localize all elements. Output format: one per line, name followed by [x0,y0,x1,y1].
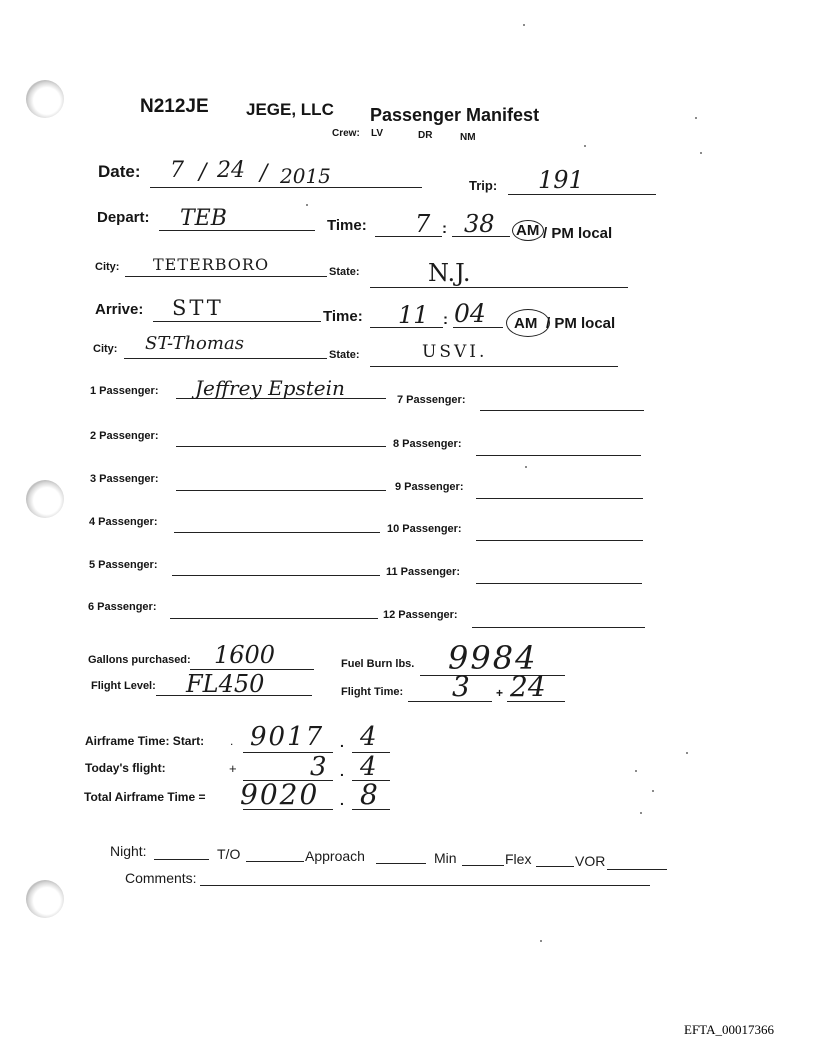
passenger-label: 11 Passenger: [386,566,460,578]
depart-city-label: City: [95,261,120,273]
flight-time-label: Flight Time: [341,686,404,698]
punch-hole-bottom [26,880,64,918]
passenger-field-line [476,498,643,499]
arrive-airport: STT [172,296,224,320]
tail-number: N212JE [140,96,209,117]
form-title: Passenger Manifest [370,105,540,125]
arrive-time-separator: : [443,311,448,328]
date-label: Date: [98,162,141,181]
flight-time-hours: 3 [452,670,470,703]
depart-am: AM [516,222,540,239]
passenger-label: 8 Passenger: [393,438,462,450]
scan-speck [306,204,308,206]
depart-time-label: Time: [327,217,367,234]
todays-flight-plus: + [229,761,237,776]
date-day: 24 [217,158,245,183]
depart-hour-line [375,236,442,237]
gallons-purchased: 1600 [214,641,276,669]
scan-speck [686,752,688,754]
passenger-field-line [172,575,380,576]
passenger-field-line [480,410,644,411]
night-line [154,859,209,860]
airframe-start: 9017 [250,722,325,752]
arrive-city-label: City: [93,343,118,355]
document-id: EFTA_00017366 [684,1022,774,1037]
depart-state-line [370,287,628,288]
to-line [246,861,304,862]
arrive-am: AM [514,315,538,332]
arrive-time-label: Time: [323,308,363,325]
airframe-start-decimal: 4 [360,722,377,752]
todays-flight: 3 [310,752,327,782]
total-airframe-label: Total Airframe Time = [84,790,206,804]
arrive-state: USVI. [422,342,488,362]
arrive-pm-local: / PM local [546,315,616,332]
punch-hole-middle [26,480,64,518]
passenger-label: 1 Passenger: [90,385,159,397]
depart-state: N.J. [428,259,471,287]
passenger-label: 7 Passenger: [397,394,466,406]
passenger-field-line [176,490,386,491]
min-line [462,865,504,866]
scan-speck [584,145,586,147]
depart-pm-local: / PM local [543,225,613,242]
flex-line [536,866,574,867]
date-month: 7 [170,158,184,183]
crew-member: NM [460,132,476,143]
depart-label: Depart: [97,209,150,226]
scan-speck [540,940,542,942]
arrive-hour: 11 [398,301,429,329]
comments-label: Comments: [125,870,197,886]
depart-city-line [125,276,327,277]
crew-label: Crew: [332,128,360,139]
date-separator: / [199,160,207,185]
date-year: 2015 [280,164,331,188]
trip-field-line [508,194,656,195]
arrive-city-line [124,358,327,359]
scan-speck [700,152,702,154]
arrive-state-line [370,366,618,367]
airframe-start-point: . [340,734,344,750]
passenger-field-line [170,618,378,619]
approach-label: Approach [305,848,365,864]
flight-time-hours-line [408,701,492,702]
airframe-start-label: Airframe Time: Start: [85,734,205,748]
scan-speck [525,466,527,468]
arrive-field-line [153,321,321,322]
vor-label: VOR [575,853,606,869]
depart-hour: 7 [415,210,431,238]
min-label: Min [434,850,457,866]
company-name: JEGE, LLC [246,100,334,119]
passenger-field-line [476,540,643,541]
flight-level-label: Flight Level: [91,680,156,692]
passenger-label: 5 Passenger: [89,559,158,571]
passenger-label: 9 Passenger: [395,481,464,493]
arrive-city: ST-Thomas [145,333,244,354]
depart-city: TETERBORO [153,255,270,274]
flight-time-plus: + [496,686,504,700]
passenger-label: 12 Passenger: [383,609,458,621]
trip-number: 191 [538,166,584,194]
todays-flight-decimal: 4 [360,752,377,782]
scan-speck [640,812,642,814]
depart-time-separator: : [442,220,447,237]
passenger-label: 3 Passenger: [90,473,159,485]
passenger-name: Jeffrey Epstein [195,376,345,400]
trip-label: Trip: [469,178,498,193]
scan-speck [523,24,525,26]
punch-hole-top [26,80,64,118]
total-airframe-point: . [340,792,344,808]
total-airframe: 9020 [240,778,320,811]
passenger-field-line [472,627,645,628]
scan-speck [695,117,697,119]
passenger-label: 2 Passenger: [90,430,159,442]
scan-speck [635,770,637,772]
depart-airport: TEB [180,206,227,231]
depart-state-label: State: [329,266,360,278]
flight-time-minutes: 24 [510,670,546,703]
airframe-start-dot: . [230,734,234,748]
passenger-label: 4 Passenger: [89,516,158,528]
passenger-label: 10 Passenger: [387,523,462,535]
todays-flight-label: Today's flight: [85,761,166,775]
flight-level: FL450 [186,670,265,698]
passenger-field-line [174,532,380,533]
comments-line [200,885,650,886]
depart-minute: 38 [464,210,495,238]
scan-speck [652,790,654,792]
passenger-field-line [176,446,386,447]
approach-line [376,863,426,864]
passenger-field-line [476,455,641,456]
night-label: Night: [110,843,147,859]
fuel-burn: 9984 [448,639,538,677]
vor-line [607,869,667,870]
passenger-field-line [476,583,642,584]
flex-label: Flex [505,851,532,867]
crew-member: LV [371,128,384,139]
arrive-minute: 04 [454,299,486,328]
to-label: T/O [217,846,241,862]
passenger-label: 6 Passenger: [88,601,157,613]
todays-flight-point: . [340,763,344,779]
arrive-state-label: State: [329,349,360,361]
date-separator: / [260,161,268,186]
arrive-label: Arrive: [95,301,144,318]
crew-member: DR [418,130,433,141]
gallons-label: Gallons purchased: [88,654,191,666]
total-airframe-decimal: 8 [360,778,378,811]
fuel-burn-label: Fuel Burn lbs. [341,658,415,670]
